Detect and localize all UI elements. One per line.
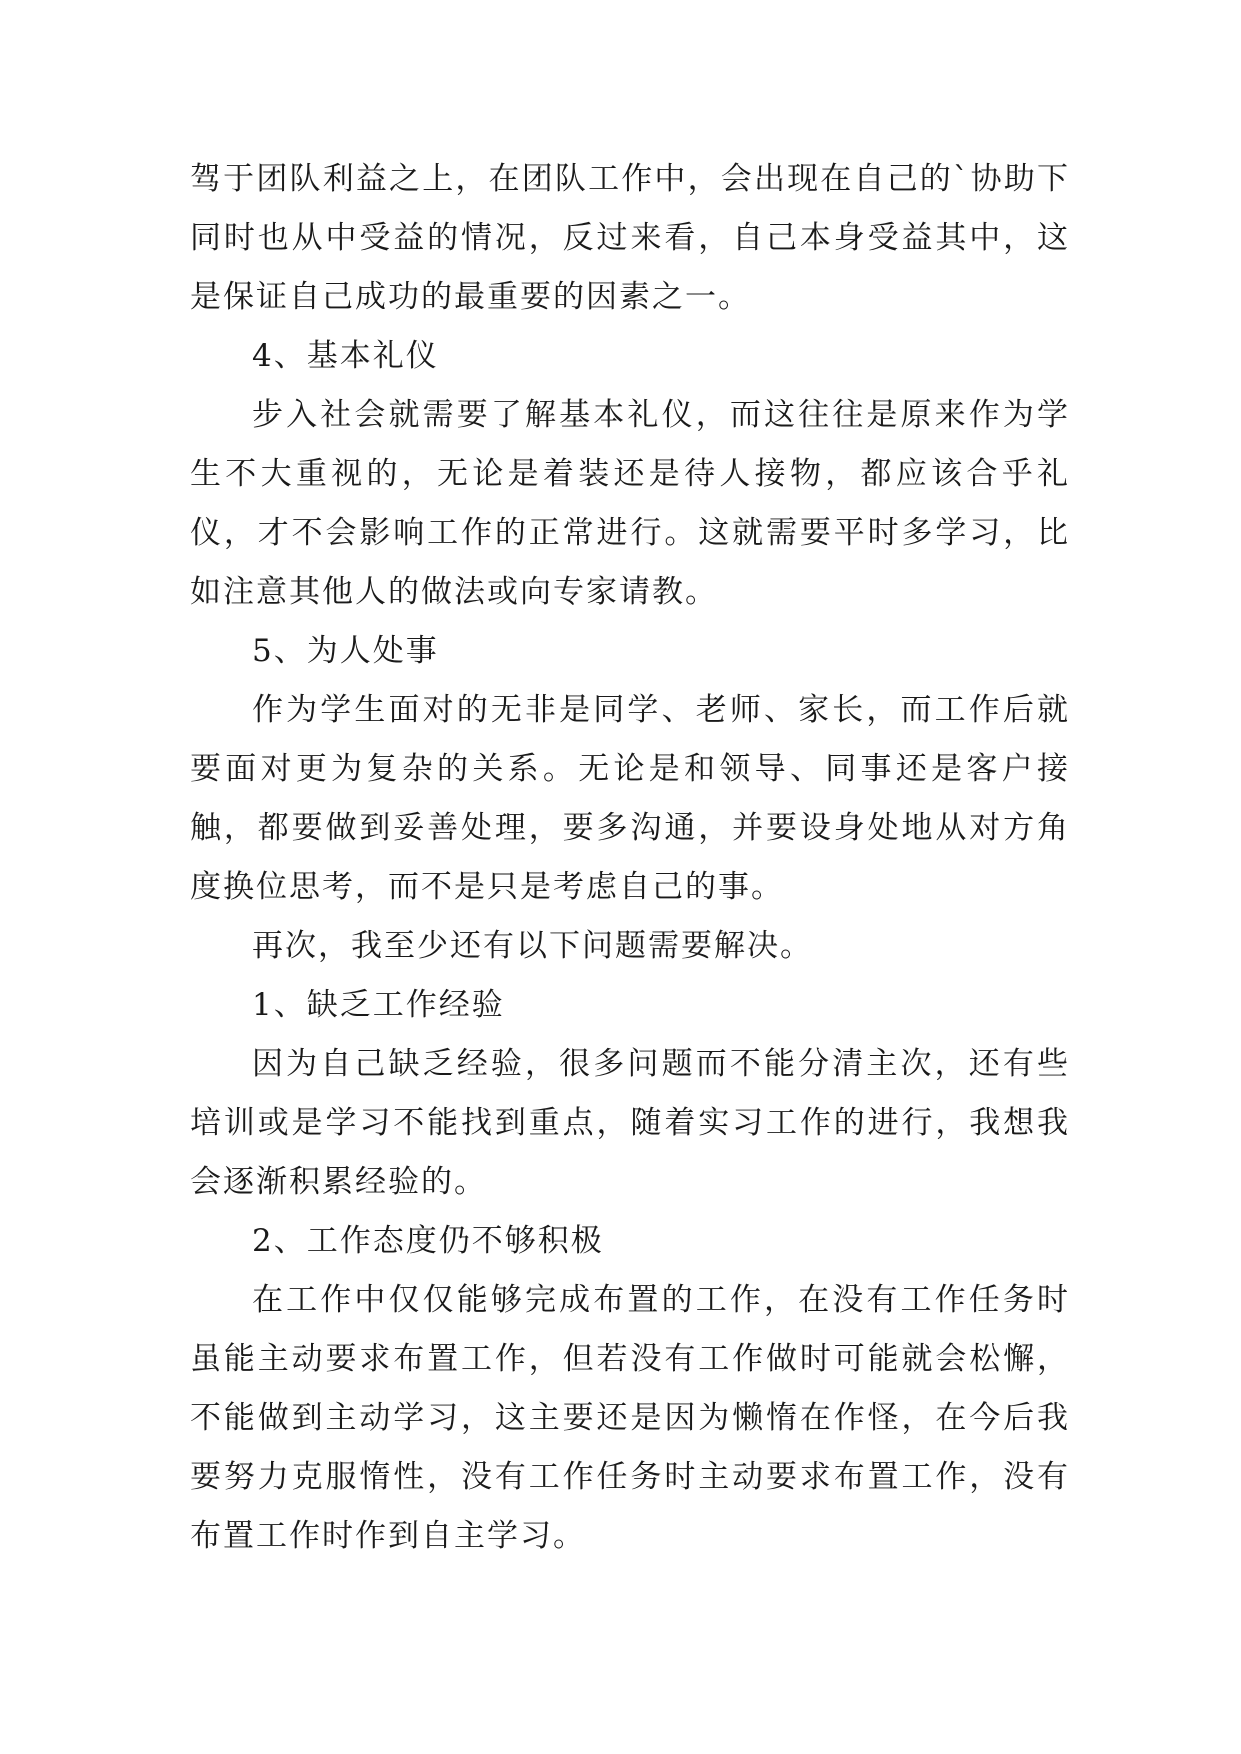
paragraph-continued: 驾于团队利益之上，在团队工作中，会出现在自己的`协助下同时也从中受益的情况，反过来看，自己本身受益其中，这是保证自己成功的最重要的因素之一。	[190, 161, 1070, 315]
section-heading-conduct: 5、为人处事	[252, 633, 439, 669]
paragraph-experience: 因为自己缺乏经验，很多问题而不能分清主次，还有些培训或是学习不能找到重点，随着实习工作的进行，我想我会逐渐积累经验的。	[190, 1046, 1070, 1200]
paragraph-etiquette: 步入社会就需要了解基本礼仪，而这往往是原来作为学生不大重视的，无论是着装还是待人接物，都应该合乎礼仪，才不会影响工作的正常进行。这就需要平时多学习，比如注意其他人的做法或向专家请教。	[190, 397, 1070, 610]
section-heading-etiquette: 4、基本礼仪	[252, 338, 439, 374]
paragraph-attitude: 在工作中仅仅能够完成布置的工作，在没有工作任务时虽能主动要求布置工作，但若没有工作做时可能就会松懈，不能做到主动学习，这主要还是因为懒惰在作怪，在今后我要努力克服惰性，没有工作任务时主动要求布置工作，没有布置工作时作到自主学习。	[190, 1282, 1070, 1554]
document-body	[190, 150, 1070, 1566]
paragraph-conduct: 作为学生面对的无非是同学、老师、家长，而工作后就要面对更为复杂的关系。无论是和领导、同事还是客户接触，都要做到妥善处理，要多沟通，并要设身处地从对方角度换位思考，而不是只是考虑自己的事。	[190, 692, 1070, 905]
section-heading-attitude: 2、工作态度仍不够积极	[252, 1223, 604, 1259]
paragraph-problems-intro: 再次，我至少还有以下问题需要解决。	[252, 928, 813, 964]
section-heading-experience: 1、缺乏工作经验	[252, 987, 505, 1023]
